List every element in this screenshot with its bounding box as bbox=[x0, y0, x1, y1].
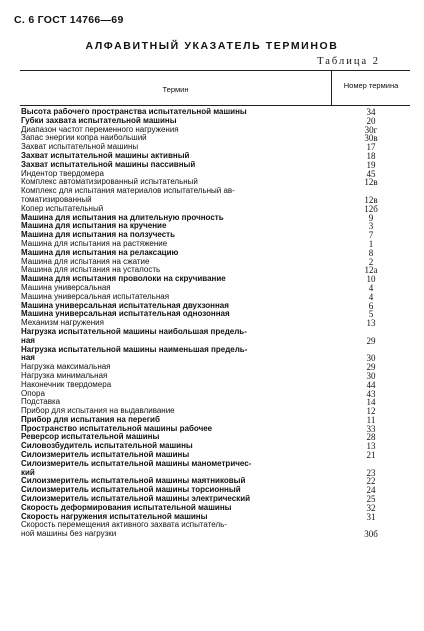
term-number: 23 bbox=[366, 468, 376, 478]
term-line: ной машины без нагрузки bbox=[21, 530, 117, 539]
column-header-number: Номер термина bbox=[343, 81, 399, 90]
term-number: 12в bbox=[364, 195, 378, 205]
term-number: 12 bbox=[366, 407, 376, 416]
term-line: Захват испытательной машины bbox=[21, 143, 139, 152]
term-line: Машина для испытания проволоки на скручивание bbox=[21, 275, 226, 284]
term-line: Силовозбудитель испытательной машины bbox=[21, 442, 193, 451]
term-number: 14 bbox=[366, 398, 376, 408]
term-line: Нагрузка максимальная bbox=[21, 363, 111, 372]
term-number: 43 bbox=[366, 389, 376, 399]
term-number: 29 bbox=[366, 336, 376, 346]
term-line: Подставка bbox=[21, 398, 61, 407]
table-header bbox=[20, 71, 410, 106]
term-number: 12в bbox=[364, 178, 378, 188]
term-line: кий bbox=[21, 468, 35, 477]
term-number: 4 bbox=[368, 292, 374, 302]
term-line: Индентор твердомера bbox=[21, 169, 104, 178]
term-number: 31 bbox=[366, 512, 376, 522]
term-number: 33 bbox=[366, 424, 376, 434]
term-number: 30 bbox=[366, 354, 376, 364]
term-line: Силоизмеритель испытательной машины торсионный bbox=[21, 486, 241, 495]
term-line: Губки захвата испытательной машины bbox=[21, 116, 177, 125]
terms-table bbox=[20, 70, 410, 539]
term-number: 30 bbox=[366, 371, 376, 381]
term-number: 6 bbox=[368, 301, 374, 311]
table-label: Таблица 2 bbox=[317, 56, 380, 67]
column-header-term: Термин bbox=[20, 71, 332, 105]
term-number: 21 bbox=[366, 451, 376, 460]
term-number bbox=[332, 187, 410, 196]
term-line: ная bbox=[21, 354, 35, 363]
numbers-column bbox=[332, 108, 410, 539]
term-line: Машина универсальная bbox=[21, 283, 111, 292]
term-line: Нагрузка минимальная bbox=[21, 371, 108, 380]
term-line: Прибор для испытания на перегиб bbox=[21, 415, 160, 424]
term-line: Машина для испытания на сжатие bbox=[21, 257, 150, 266]
term-line: Машина универсальная испытательная bbox=[21, 292, 170, 301]
term-line: Прибор для испытания на выдавливание bbox=[21, 407, 175, 416]
term-number: 18 bbox=[366, 151, 376, 161]
term-line: Силоизмеритель испытательной машины электрический bbox=[21, 495, 251, 504]
term-line: Комплекс автоматизированный испытательный bbox=[21, 178, 198, 187]
term-line: Реверсор испытательной машины bbox=[21, 433, 160, 442]
term-line: Машина для испытания на релаксацию bbox=[21, 248, 179, 257]
terms-column bbox=[20, 108, 332, 539]
document-title: АЛФАВИТНЫЙ УКАЗАТЕЛЬ ТЕРМИНОВ bbox=[85, 40, 339, 52]
term-number bbox=[332, 346, 410, 355]
term-line: томатизированный bbox=[21, 195, 92, 204]
term-line: Силоизмеритель испытательной машины манометричес- bbox=[21, 459, 252, 468]
term-number: 29 bbox=[366, 363, 376, 372]
term-number: 3 bbox=[368, 222, 374, 232]
term-number bbox=[332, 460, 410, 469]
term-line: Комплекс для испытания материалов испытательный ав- bbox=[21, 187, 235, 196]
term-number: 30г bbox=[364, 125, 378, 135]
term-number bbox=[332, 521, 410, 530]
term-line: Захват испытательной машины пассивный bbox=[21, 160, 196, 169]
term-line: Машина для испытания на растяжение bbox=[21, 239, 168, 248]
term-number: 4 bbox=[368, 283, 374, 293]
term-line: Нагрузка испытательной машины наибольшая предель- bbox=[21, 327, 247, 336]
table-body bbox=[20, 106, 410, 539]
term-line: Высота рабочего пространства испытательной машины bbox=[21, 108, 247, 116]
term-number: 28 bbox=[366, 433, 376, 443]
term-number: 32 bbox=[366, 503, 376, 513]
term-number: 19 bbox=[366, 160, 376, 170]
term-number: 5 bbox=[368, 310, 374, 320]
term-line: Скорость нагружения испытательной машины bbox=[21, 512, 208, 521]
term-line: Машина универсальная испытательная двухзонная bbox=[21, 301, 229, 310]
term-line: Машина для испытания на кручение bbox=[21, 222, 167, 231]
term-number: 22 bbox=[366, 477, 376, 487]
term-line: Пространство испытательной машины рабочее bbox=[21, 424, 213, 433]
term-line: Скорость деформирования испытательной машины bbox=[21, 503, 232, 512]
term-line: Механизм нагружения bbox=[21, 319, 104, 328]
term-number: 11 bbox=[366, 415, 376, 425]
term-number: 1 bbox=[368, 239, 374, 249]
term-line: Машина для испытания на длительную прочность bbox=[21, 213, 224, 222]
term-number: 30в bbox=[364, 134, 378, 144]
term-number: 45 bbox=[366, 169, 376, 179]
term-line: Силоизмеритель испытательной машины маятниковый bbox=[21, 477, 246, 486]
term-number: 13 bbox=[366, 442, 376, 452]
term-number: 2 bbox=[368, 257, 374, 267]
term-number: 10 bbox=[366, 275, 376, 284]
term-number bbox=[332, 328, 410, 337]
term-number: 7 bbox=[368, 231, 374, 240]
term-line: Диапазон частот переменного нагружения bbox=[21, 125, 179, 134]
term-line: Силоизмеритель испытательной машины bbox=[21, 451, 190, 460]
term-number: 17 bbox=[366, 143, 376, 152]
term-number: 34 bbox=[366, 108, 376, 117]
term-number: 30б bbox=[364, 530, 378, 540]
term-line: Копер испытательный bbox=[21, 204, 104, 213]
term-number: 12а bbox=[364, 266, 378, 276]
term-number: 44 bbox=[366, 380, 376, 390]
term-line: Наконечник твердомера bbox=[21, 380, 112, 389]
term-line: Машина для испытания на ползучесть bbox=[21, 231, 175, 240]
term-number: 12б bbox=[364, 204, 378, 214]
term-number: 20 bbox=[366, 116, 376, 126]
term-line: Запас энергии копра наибольший bbox=[21, 134, 147, 143]
term-line: Скорость перемещения активного захвата испытатель- bbox=[21, 521, 227, 530]
page-header: С. 6 ГОСТ 14766—69 bbox=[14, 14, 124, 26]
term-number: 25 bbox=[366, 495, 376, 504]
term-number: 8 bbox=[368, 248, 374, 258]
term-line: Опора bbox=[21, 389, 45, 398]
term-line: Машина для испытания на усталость bbox=[21, 266, 161, 275]
term-line: ная bbox=[21, 336, 35, 345]
term-line: Захват испытательной машины активный bbox=[21, 151, 190, 160]
term-number: 9 bbox=[368, 213, 374, 223]
term-line: Машина универсальная испытательная однозонная bbox=[21, 310, 230, 319]
term-number: 24 bbox=[366, 486, 376, 496]
term-line: Нагрузка испытательной машины наименьшая предель- bbox=[21, 345, 248, 354]
term-number: 13 bbox=[366, 319, 376, 328]
